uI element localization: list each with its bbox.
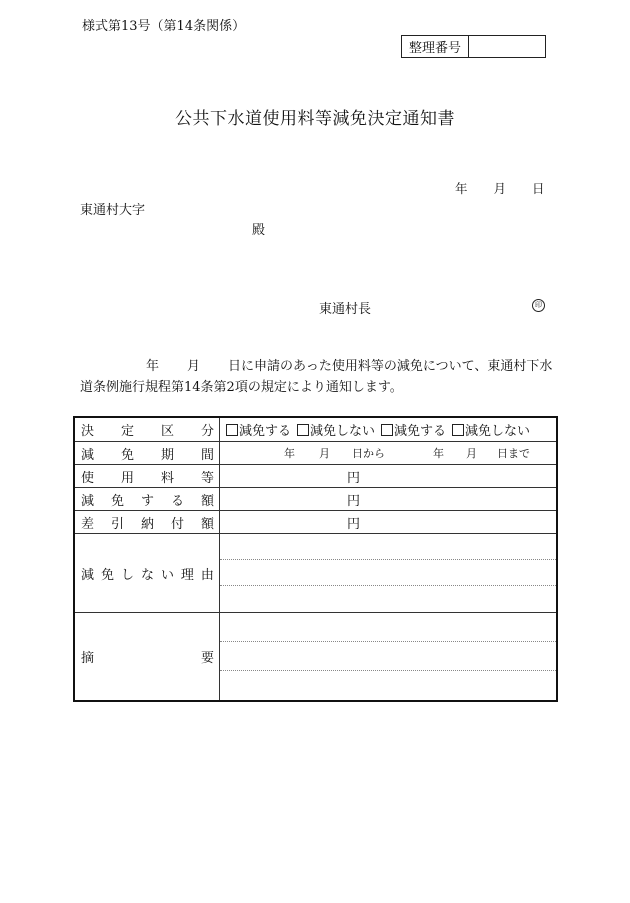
reduction-unit: 円 <box>347 493 361 509</box>
checkbox-icon <box>297 424 309 436</box>
checkbox-icon <box>381 424 393 436</box>
period-value[interactable]: 年 月 日から 年 月 日まで <box>284 447 530 460</box>
reason-label: 減 免 し な い 理 由 <box>75 534 220 612</box>
reduction-value[interactable] <box>220 488 556 510</box>
fee-row <box>75 465 556 488</box>
reduction-label: 減 免 す る 額 <box>75 488 220 510</box>
form-number: 様式第13号（第14条関係） <box>82 19 246 34</box>
fee-value[interactable] <box>220 465 556 487</box>
remarks-line[interactable] <box>220 671 556 700</box>
reference-number-box <box>401 35 546 58</box>
date-day: 日 <box>532 181 545 196</box>
reference-number-label: 整理番号 <box>402 36 469 57</box>
period-row <box>75 442 556 465</box>
body-year: 年 <box>146 359 160 374</box>
reason-line[interactable] <box>220 586 556 612</box>
checkbox-reduce-1[interactable]: 減免する <box>226 420 291 439</box>
fee-unit: 円 <box>347 470 361 486</box>
reference-number-field[interactable] <box>469 36 545 57</box>
issuer-name: 東通村長 <box>319 302 372 317</box>
notice-body <box>80 356 554 398</box>
remarks-line[interactable] <box>220 613 556 642</box>
date-year: 年 <box>455 181 468 196</box>
reason-line[interactable] <box>220 534 556 560</box>
remarks-value[interactable] <box>220 613 556 700</box>
reason-line[interactable] <box>220 560 556 586</box>
addressee-location: 東通村大字 <box>80 203 146 218</box>
decision-label: 決 定 区 分 <box>75 418 220 441</box>
issue-date <box>455 179 545 197</box>
payable-label: 差 引 納 付 額 <box>75 511 220 533</box>
decision-options <box>220 418 556 441</box>
payable-value[interactable] <box>220 511 556 533</box>
remarks-line[interactable] <box>220 642 556 671</box>
reason-value[interactable] <box>220 534 556 612</box>
checkbox-icon <box>226 424 238 436</box>
date-month: 月 <box>493 181 507 196</box>
decision-table <box>73 416 558 702</box>
checkbox-no-reduce-1[interactable]: 減免しない <box>297 420 375 439</box>
checkbox-reduce-2[interactable]: 減免する <box>381 420 446 439</box>
seal-mark: 印 <box>532 299 545 312</box>
reduction-row <box>75 488 556 511</box>
checkbox-no-reduce-2[interactable]: 減免しない <box>452 420 530 439</box>
fee-label: 使 用 料 等 <box>75 465 220 487</box>
payable-row <box>75 511 556 534</box>
decision-row <box>75 418 556 442</box>
remarks-label: 摘 要 <box>75 613 220 700</box>
remarks-row <box>75 613 556 700</box>
document-title: 公共下水道使用料等減免決定通知書 <box>175 109 455 129</box>
reason-row <box>75 534 556 613</box>
period-label: 減 免 期 間 <box>75 442 220 464</box>
payable-unit: 円 <box>347 516 361 532</box>
body-month: 月 <box>187 359 201 374</box>
checkbox-icon <box>452 424 464 436</box>
addressee-honorific: 殿 <box>252 223 266 238</box>
body-text: 日に申請のあった使用料等の減免について、東通村下水道条例施行規程第14条第2項の規定により通知します。 <box>80 359 553 395</box>
